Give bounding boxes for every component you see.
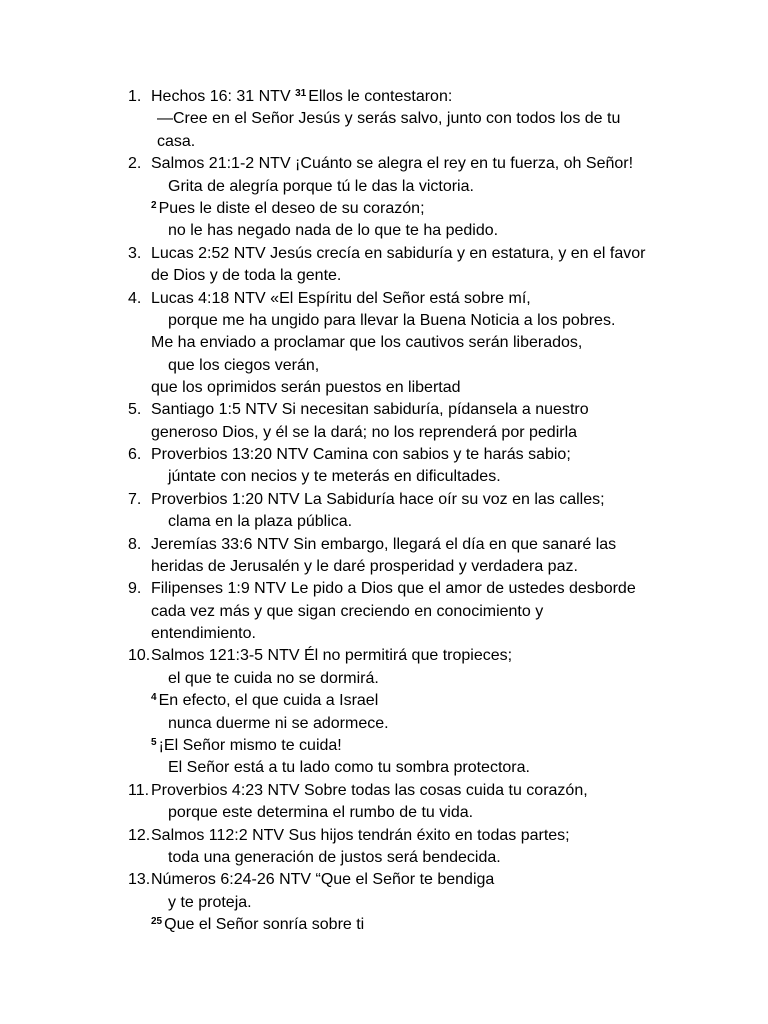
list-number: 13. (128, 871, 151, 888)
verse-line: heridas de Jerusalén y le daré prosperidad y verdadera paz. (151, 558, 578, 575)
verse-line: Salmos 121:3-5 NTV Él no permitirá que tropieces; (151, 647, 513, 664)
verse-line: júntate con necios y te meterás en dificultades. (168, 468, 501, 485)
verse-number: 31 (295, 88, 307, 99)
verse-line: $^5$ ¡El Señor mismo te cuida! (151, 737, 342, 754)
verse-line: de Dios y de toda la gente. (151, 267, 342, 284)
verse-line: Números 6:24-26 NTV “Que el Señor te bendiga (151, 871, 495, 888)
verse-line: toda una generación de justos será bendecida. (168, 849, 501, 866)
verse-line: Grita de alegría porque tú le das la victoria. (168, 178, 474, 195)
verse-line: no le has negado nada de lo que te ha pedido. (168, 222, 499, 239)
verse-line: $^2$ Pues le diste el deseo de su corazón; (151, 200, 425, 217)
list-number: 3. (128, 245, 142, 262)
verse-line: $^4$ En efecto, el que cuida a Israel (151, 692, 379, 709)
list-number: 2. (128, 155, 142, 172)
list-number: 6. (128, 446, 142, 463)
verse-number: 5 (151, 737, 157, 748)
verse-line: porque este determina el rumbo de tu vida. (168, 804, 474, 821)
verse-line: cada vez más y que sigan creciendo en conocimiento y (151, 603, 544, 620)
verse-line: el que te cuida no se dormirá. (168, 670, 379, 687)
verse-line: $^{25}$ Que el Señor sonría sobre ti (151, 916, 365, 933)
list-number: 12. (128, 827, 151, 844)
verse-line: Filipenses 1:9 NTV Le pido a Dios que el amor de ustedes desborde (151, 580, 636, 597)
verse-line: Proverbios 13:20 NTV Camina con sabios y te harás sabio; (151, 446, 571, 463)
list-number: 5. (128, 401, 142, 418)
list-number: 1. (128, 88, 142, 105)
verse-line: Lucas 4:18 NTV «El Espíritu del Señor está sobre mí, (151, 290, 531, 307)
list-number: 7. (128, 491, 142, 508)
list-number: 11. (128, 782, 150, 799)
verse-line: clama en la plaza pública. (168, 513, 353, 530)
verse-line: casa. (157, 133, 196, 150)
list-number: 4. (128, 290, 142, 307)
verse-line: Salmos 112:2 NTV Sus hijos tendrán éxito en todas partes; (151, 827, 570, 844)
verse-line: Jeremías 33:6 NTV Sin embargo, llegará el día en que sanaré las (151, 536, 617, 553)
verse-number: 25 (151, 916, 163, 927)
list-number: 9. (128, 580, 142, 597)
verse-line: entendimiento. (151, 625, 256, 642)
verse-line: El Señor está a tu lado como tu sombra protectora. (168, 759, 530, 776)
verse-line: —Cree en el Señor Jesús y serás salvo, junto con todos los de tu (157, 110, 621, 127)
verse-line: generoso Dios, y él se la dará; no los reprenderá por pedirla (151, 424, 578, 441)
verse-line: que los ciegos verán, (168, 357, 320, 374)
verse-line: que los oprimidos serán puestos en libertad (151, 379, 461, 396)
verse-number: 4 (151, 692, 157, 703)
verse-line: Santiago 1:5 NTV Si necesitan sabiduría, pídansela a nuestro (151, 401, 589, 418)
verse-line: Proverbios 1:20 NTV La Sabiduría hace oír su voz en las calles; (151, 491, 605, 508)
list-number: 8. (128, 536, 142, 553)
verse-line: Hechos 16: 31 NTV $^{31}$ Ellos le contestaron: (151, 88, 453, 105)
verse-line: Salmos 21:1-2 NTV ¡Cuánto se alegra el rey en tu fuerza, oh Señor! (151, 155, 634, 172)
verse-line: y te proteja. (168, 894, 252, 911)
verse-line: Me ha enviado a proclamar que los cautivos serán liberados, (151, 334, 583, 351)
verse-line: porque me ha ungido para llevar la Buena Noticia a los pobres. (168, 312, 616, 329)
verse-line: Proverbios 4:23 NTV Sobre todas las cosas cuida tu corazón, (151, 782, 588, 799)
list-number: 10. (128, 647, 151, 664)
verse-number: 2 (151, 200, 157, 211)
verse-line: Lucas 2:52 NTV Jesús crecía en sabiduría y en estatura, y en el favor (151, 245, 646, 262)
verse-line: nunca duerme ni se adormece. (168, 715, 389, 732)
